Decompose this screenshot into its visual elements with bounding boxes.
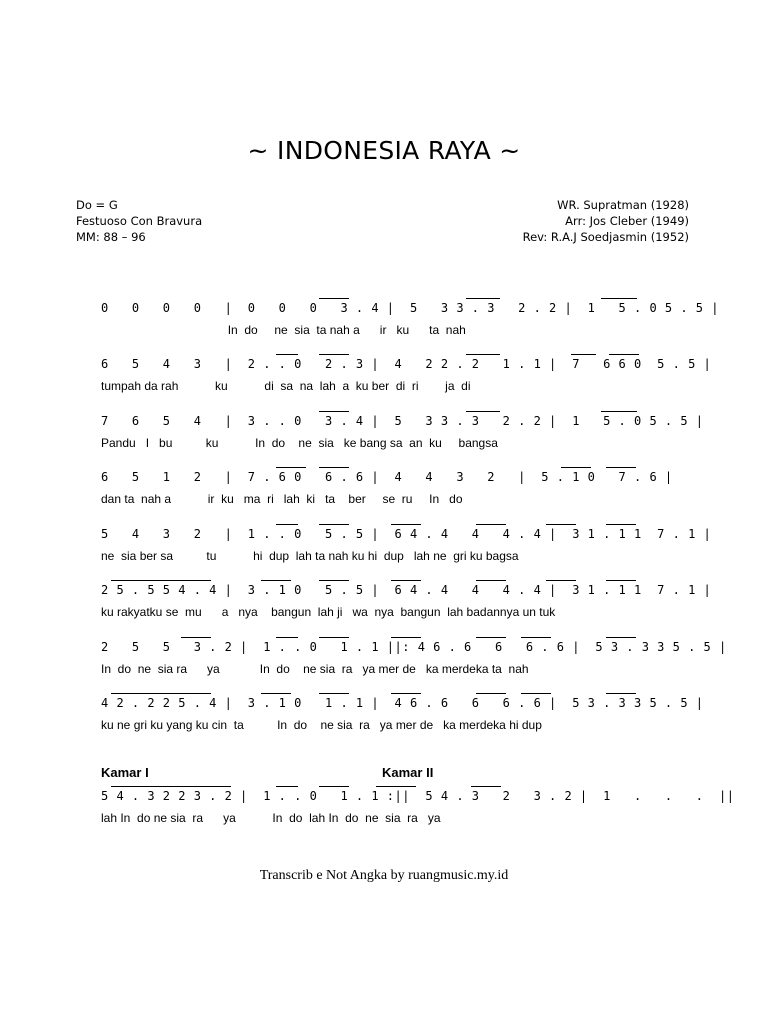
beam (319, 580, 349, 581)
lyric-line: lah In do ne sia ra ya In do lah In do ne sia ra ya (101, 811, 441, 825)
beam (601, 411, 637, 412)
note-line: 5 4 . 3 2 2 3 . 2 | 1 . . 0 1 . 1 :|| 5 4 . 3 2 3 . 2 | 1 . . . || (101, 789, 735, 803)
composer-credit: WR. Supratman (1928) (557, 198, 689, 212)
beam (606, 693, 636, 694)
revision-credit: Rev: R.A.J Soedjasmin (1952) (522, 230, 689, 244)
tempo-info (76, 197, 202, 245)
metronome-marking: MM: 88 – 96 (76, 230, 146, 244)
beam (376, 786, 416, 787)
beam (476, 637, 506, 638)
style-marking: Festuoso Con Bravura (76, 214, 203, 228)
beam (319, 637, 349, 638)
arranger-credit: Arr: Jos Cleber (1949) (565, 214, 689, 228)
beam (606, 637, 636, 638)
beam (276, 637, 298, 638)
beam (391, 580, 421, 581)
beam (466, 298, 500, 299)
beam (111, 786, 231, 787)
lyric-line: ku rakyatku se mu a nya bangun lah ji wa nya bangun lah badannya un tuk (101, 605, 556, 619)
kamar-1-label: Kamar I (101, 765, 149, 780)
beam (181, 637, 211, 638)
beam (319, 524, 349, 525)
beam (319, 467, 349, 468)
credits (523, 197, 689, 245)
beam (476, 524, 506, 525)
note-line: 2 5 5 3 . 2 | 1 . . 0 1 . 1 ||: 4 6 . 6 6 6 . 6 | 5 3 . 3 3 5 . 5 | (101, 640, 727, 654)
beam (521, 637, 551, 638)
note-line: 0 0 0 0 | 0 0 0 3 . 4 | 5 3 3 . 3 2 . 2 | 1 5 . 0 5 . 5 | (101, 301, 719, 315)
beam (471, 786, 501, 787)
beam (466, 411, 500, 412)
note-line: 2 5 . 5 5 4 . 4 | 3 . 1 0 5 . 5 | 6 4 . 4 4 4 . 4 | 3 1 . 1 1 7 . 1 | (101, 583, 712, 597)
note-line: 5 4 3 2 | 1 . . 0 5 . 5 | 6 4 . 4 4 4 . 4 | 3 1 . 1 1 7 . 1 | (101, 527, 712, 541)
beam (319, 786, 349, 787)
beam (561, 467, 591, 468)
transcription-credit: Transcrib e Not Angka by ruangmusic.my.id (259, 868, 509, 883)
beam (546, 580, 576, 581)
lyric-line: In do ne sia ta nah a ir ku ta nah (101, 323, 466, 337)
beam (391, 637, 421, 638)
beam (261, 693, 291, 694)
beam (546, 524, 576, 525)
beam (476, 580, 506, 581)
beam (476, 693, 506, 694)
beam (319, 693, 349, 694)
note-line: 6 5 4 3 | 2 . . 0 2 . 3 | 4 2 2 . 2 1 . 1 | 7 6 6 0 5 . 5 | (101, 357, 712, 371)
beam (466, 354, 500, 355)
beam (609, 354, 639, 355)
lyric-line: ne sia ber sa tu hi dup lah ta nah ku hi dup lah ne gri ku bagsa (101, 549, 519, 563)
lyric-line: Pandu I bu ku In do ne sia ke bang sa an ku bangsa (101, 436, 498, 450)
beam (111, 580, 211, 581)
note-line: 7 6 5 4 | 3 . . 0 3 . 4 | 5 3 3 . 3 2 . 2 | 1 5 . 0 5 . 5 | (101, 414, 704, 428)
beam (601, 298, 637, 299)
beam (261, 580, 291, 581)
key-signature: Do = G (76, 198, 118, 212)
beam (111, 693, 211, 694)
beam (391, 524, 421, 525)
kamar-2-label: Kamar II (382, 765, 434, 780)
beam (276, 354, 298, 355)
beam (276, 786, 298, 787)
lyric-line: tumpah da rah ku di sa na lah a ku ber di ri ja di (101, 379, 471, 393)
song-title: ~ INDONESIA RAYA ~ (247, 136, 521, 165)
beam (606, 580, 636, 581)
lyric-line: ku ne gri ku yang ku cin ta In do ne sia ra ya mer de ka merdeka hi dup (101, 718, 542, 732)
beam (606, 524, 636, 525)
beam (391, 693, 421, 694)
note-line: 4 2 . 2 2 5 . 4 | 3 . 1 0 1 . 1 | 4 6 . 6 6 6 . 6 | 5 3 . 3 3 5 . 5 | (101, 696, 704, 710)
beam (571, 354, 596, 355)
note-line: 6 5 1 2 | 7 . 6 0 6 . 6 | 4 4 3 2 | 5 . 1 0 7 . 6 | (101, 470, 673, 484)
beam (606, 467, 636, 468)
lyric-line: dan ta nah a ir ku ma ri lah ki ta ber se ru In do (101, 492, 463, 506)
beam (319, 354, 349, 355)
beam (276, 524, 298, 525)
lyric-line: In do ne sia ra ya In do ne sia ra ya mer de ka merdeka ta nah (101, 662, 529, 676)
beam (521, 693, 551, 694)
beam (319, 411, 349, 412)
beam (276, 467, 306, 468)
beam (319, 298, 349, 299)
